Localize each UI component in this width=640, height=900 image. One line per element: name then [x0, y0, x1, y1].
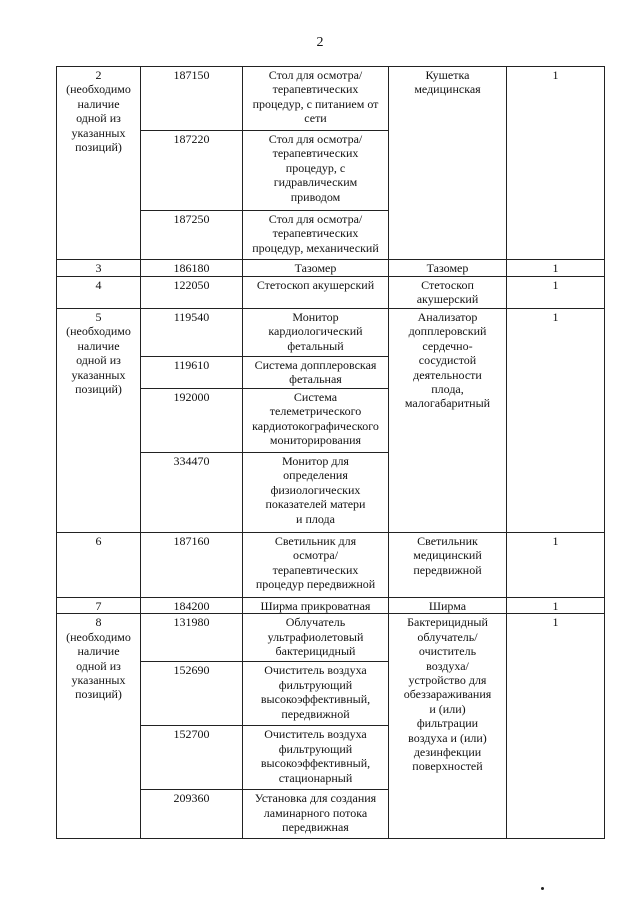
item-code: 186180: [173, 261, 210, 275]
item-code: 187150: [173, 68, 210, 82]
item-code: 209360: [173, 791, 210, 806]
name-cell: [243, 614, 389, 662]
name-cell: [243, 357, 389, 389]
name-cell: [243, 260, 389, 277]
equipment-name: Тазомер: [426, 261, 469, 275]
quantity: 1: [552, 534, 559, 548]
equipment-name: Бактерицидный облучатель/ очиститель воздуха/ устройство для обеззараживания и (или) фильтрации воздуха и (или) дезинфекции поверхностей: [403, 615, 492, 774]
quantity: 1: [552, 68, 559, 82]
equipment-name: Светильник медицинский передвижной: [413, 534, 482, 577]
name-cell: [243, 662, 389, 726]
quantity-cell: [507, 67, 605, 260]
row-number-cell: [57, 598, 141, 614]
item-code: 119610: [173, 358, 210, 372]
quantity: 1: [552, 310, 559, 324]
quantity-cell: [507, 277, 605, 309]
table-row: [57, 614, 605, 662]
code-cell: [141, 726, 243, 790]
code-cell: [141, 662, 243, 726]
name-cell: [243, 277, 389, 309]
name-cell: [243, 726, 389, 790]
code-cell: [141, 67, 243, 131]
page-number: 2: [316, 35, 324, 50]
code-cell: [141, 453, 243, 533]
code-cell: [141, 309, 243, 357]
row-number: 4: [95, 278, 102, 292]
equipment-cell: [389, 598, 507, 614]
equipment-name: Кушетка медицинская: [414, 68, 481, 97]
name-cell: [243, 533, 389, 598]
item-code: 122050: [173, 278, 210, 292]
item-code: 152700: [173, 727, 210, 742]
equipment-cell: [389, 309, 507, 533]
equipment-name: Стетоскоп акушерский: [416, 278, 479, 307]
quantity-cell: [507, 598, 605, 614]
code-cell: [141, 389, 243, 453]
row-number-cell: [57, 533, 141, 598]
item-name: Ширма прикроватная: [260, 599, 371, 613]
name-cell: [243, 67, 389, 131]
table-row: [57, 277, 605, 309]
item-code: 187160: [173, 534, 210, 548]
item-name: Стол для осмотра/ терапевтических процедур, с гидравлическим приводом: [268, 132, 363, 204]
row-number: 6: [95, 534, 102, 548]
equipment-cell: [389, 260, 507, 277]
item-name: Установка для создания ламинарного потока передвижная: [254, 791, 377, 835]
equipment-name: Ширма: [428, 599, 467, 613]
item-code: 152690: [173, 663, 210, 678]
row-number-cell: [57, 67, 141, 260]
code-cell: [141, 357, 243, 389]
item-name: Стетоскоп акушерский: [256, 278, 375, 292]
table-row: [57, 598, 605, 614]
row-number-cell: [57, 277, 141, 309]
item-code: 119540: [173, 310, 210, 324]
code-cell: [141, 131, 243, 211]
item-name: Очиститель воздуха фильтрующий высокоэффективный, передвижной: [260, 663, 371, 721]
quantity-cell: [507, 533, 605, 598]
code-cell: [141, 614, 243, 662]
table-row: [57, 533, 605, 598]
code-cell: [141, 277, 243, 309]
item-name: Система допплеровская фетальная: [254, 358, 377, 387]
item-code: 192000: [173, 390, 210, 404]
row-number: 3: [95, 261, 102, 275]
name-cell: [243, 790, 389, 839]
item-name: Облучатель ультрафиолетовый бактерицидный: [267, 615, 364, 659]
table-row: [57, 67, 605, 131]
item-code: 334470: [173, 454, 210, 468]
item-code: 184200: [173, 599, 210, 613]
equipment-cell: [389, 277, 507, 309]
row-number-cell: [57, 309, 141, 533]
item-name: Очиститель воздуха фильтрующий высокоэффективный, стационарный: [260, 727, 371, 785]
item-name: Тазомер: [294, 261, 337, 275]
name-cell: [243, 131, 389, 211]
item-name: Светильник для осмотра/ терапевтических процедур передвижной: [255, 534, 376, 592]
quantity: 1: [552, 599, 559, 613]
row-number: 8 (необходимо наличие одной из указанных позиций): [66, 615, 131, 702]
scan-speck: [541, 887, 544, 890]
item-name: Монитор кардиологический фетальный: [268, 310, 363, 353]
quantity-cell: [507, 260, 605, 277]
quantity: 1: [552, 278, 559, 292]
row-number: 5 (необходимо наличие одной из указанных позиций): [66, 310, 131, 396]
equipment-cell: [389, 67, 507, 260]
code-cell: [141, 260, 243, 277]
equipment-name: Анализатор допплеровский сердечно- сосудистой деятельности плода, малогабаритный: [404, 310, 491, 411]
row-number-cell: [57, 614, 141, 839]
code-cell: [141, 790, 243, 839]
quantity-cell: [507, 614, 605, 839]
quantity: 1: [552, 615, 559, 630]
table-row: [57, 309, 605, 357]
equipment-cell: [389, 533, 507, 598]
quantity-cell: [507, 309, 605, 533]
quantity: 1: [552, 261, 559, 275]
name-cell: [243, 309, 389, 357]
row-number-cell: [57, 260, 141, 277]
item-code: 131980: [173, 615, 210, 630]
row-number: 7: [95, 599, 102, 613]
name-cell: [243, 453, 389, 533]
code-cell: [141, 211, 243, 260]
equipment-table: [56, 66, 605, 839]
name-cell: [243, 598, 389, 614]
item-name: Система телеметрического кардиотокографического мониторирования: [252, 390, 379, 448]
item-name: Монитор для определения физиологических показателей матери и плода: [265, 454, 366, 526]
table-row: [57, 260, 605, 277]
code-cell: [141, 533, 243, 598]
item-name: Стол для осмотра/ терапевтических процедур, механический: [252, 212, 379, 255]
code-cell: [141, 598, 243, 614]
item-name: Стол для осмотра/ терапевтических процедур, с питанием от сети: [252, 68, 379, 126]
equipment-cell: [389, 614, 507, 839]
row-number: 2 (необходимо наличие одной из указанных позиций): [66, 68, 131, 154]
item-code: 187220: [173, 132, 210, 146]
item-code: 187250: [173, 212, 210, 226]
name-cell: [243, 389, 389, 453]
name-cell: [243, 211, 389, 260]
